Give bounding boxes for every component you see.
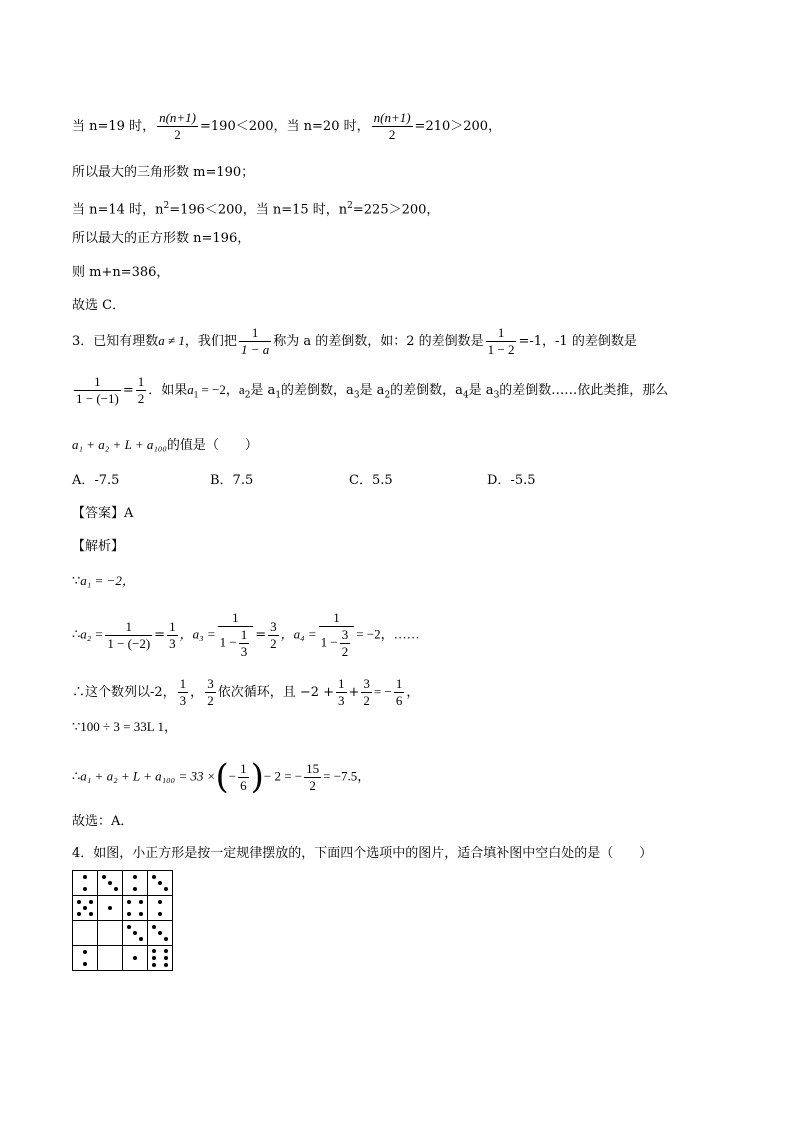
denominator: 2 — [137, 391, 145, 406]
numerator: 1 — [239, 325, 271, 342]
text: 当 n=14 时，n — [72, 202, 164, 218]
fraction — [238, 761, 249, 794]
line-3 — [72, 197, 439, 219]
denominator — [319, 627, 355, 660]
grid-cell — [123, 946, 148, 971]
subscript: 1 — [193, 389, 199, 400]
math: a₂ = — [80, 626, 104, 642]
dot — [158, 912, 162, 916]
text: =225＞200， — [352, 202, 440, 218]
text: 是 a — [250, 383, 276, 398]
dot — [127, 900, 131, 904]
denominator: 2 — [207, 693, 214, 708]
fraction — [336, 676, 347, 709]
denominator: 2 — [174, 127, 181, 142]
denominator: 1 − (−1) — [76, 391, 119, 406]
therefore-symbol: ∴ — [72, 769, 81, 785]
grid-cell — [148, 946, 173, 971]
option-d: D．-5.5 — [487, 473, 536, 488]
denominator: 2 — [388, 127, 396, 142]
fraction — [178, 676, 189, 709]
text: 称为 a 的差倒数，如：2 的差倒数是 — [273, 334, 484, 349]
numerator: 1 — [395, 676, 403, 691]
grid-cell — [148, 871, 173, 896]
fraction — [157, 110, 198, 143]
dot — [158, 931, 162, 935]
grid-cell — [73, 946, 98, 971]
dot — [102, 875, 106, 879]
dot — [89, 912, 93, 916]
dot — [77, 900, 81, 904]
text: 的差倒数，a — [390, 383, 463, 398]
superscript: 2 — [347, 201, 353, 211]
dot — [133, 931, 137, 935]
numerator: 15 — [306, 760, 320, 776]
dot — [152, 925, 156, 929]
grid-cell — [73, 921, 98, 946]
fraction — [394, 676, 405, 709]
line-1 — [72, 110, 501, 143]
numerator: 1 — [169, 618, 176, 634]
text: = — [122, 383, 134, 398]
dot — [164, 887, 168, 891]
numerator: 1 — [105, 619, 152, 636]
dot-grid-figure — [72, 870, 173, 971]
denominator: 2 — [309, 777, 316, 793]
numerator: 1 — [338, 676, 345, 691]
denominator: 6 — [395, 693, 403, 708]
text: =190＜200，当 n=20 时， — [200, 119, 370, 134]
text: ，我们把 — [184, 334, 237, 349]
text: ．如果 — [148, 383, 188, 398]
step-4 — [72, 718, 177, 737]
numerator: 1 — [240, 760, 247, 776]
text: =210＞200， — [414, 119, 502, 134]
dot — [158, 900, 162, 904]
text: 1 − — [320, 634, 338, 650]
text: 的差倒数，a — [281, 383, 354, 398]
numerator: 3 — [270, 618, 277, 634]
therefore-symbol: ∴ — [72, 627, 81, 643]
numerator: n(n+1) — [373, 110, 411, 125]
text: 依次循环，且 −2 + — [217, 685, 335, 700]
fraction — [239, 325, 271, 358]
q4-text: 4．如图，小正方形是按一定规律摆放的，下面四个选项中的图片，适合填补图中空白处的是（ ） — [72, 846, 653, 861]
dot — [133, 875, 137, 879]
text: 3．已知有理数 — [72, 334, 159, 349]
fraction — [340, 627, 351, 660]
text: = −7.5， — [323, 768, 371, 784]
fraction — [167, 619, 178, 652]
numerator: 1 — [240, 627, 248, 642]
step-3 — [72, 676, 419, 709]
fraction — [319, 610, 355, 660]
q3-line-2 — [72, 374, 668, 407]
dot — [77, 912, 81, 916]
line-4: 所以最大的正方形数 n=196， — [72, 231, 251, 246]
dot — [114, 887, 118, 891]
fraction — [218, 610, 254, 660]
dot — [158, 881, 162, 885]
numerator: 1 — [218, 610, 254, 627]
dot — [152, 875, 156, 879]
dot — [152, 956, 156, 960]
dot — [164, 963, 168, 967]
dot — [108, 881, 112, 885]
math: a ≠ 1 — [158, 333, 185, 348]
select-line: 故选：A． — [72, 814, 134, 829]
subscript: 3 — [353, 390, 360, 401]
grid-cell — [123, 871, 148, 896]
grid-cell — [73, 871, 98, 896]
subscript: 4 — [462, 390, 469, 401]
superscript: 2 — [163, 201, 170, 211]
denominator: 2 — [270, 635, 277, 651]
grid-cell — [148, 896, 173, 921]
fraction — [74, 374, 121, 407]
grid-cell — [98, 896, 123, 921]
denominator: 3 — [240, 644, 248, 659]
text: ， — [190, 685, 204, 700]
text: 当 n=19 时， — [72, 119, 156, 134]
denominator: 1 − a — [240, 342, 270, 357]
step-1 — [72, 572, 135, 591]
denominator: 1 − (−2) — [107, 635, 151, 651]
dot — [133, 887, 137, 891]
fraction — [205, 676, 216, 709]
grid-cell — [98, 921, 123, 946]
dot — [139, 900, 143, 904]
math: ，a₃ = — [179, 626, 216, 642]
fraction — [136, 374, 147, 407]
text: =196＜200，当 n=15 时，n — [169, 202, 348, 218]
dot — [133, 956, 137, 960]
dot — [139, 912, 143, 916]
denominator: 2 — [363, 693, 370, 708]
fraction — [486, 325, 517, 358]
denominator: 3 — [338, 693, 345, 708]
dot — [127, 912, 131, 916]
text: = — [255, 627, 267, 643]
answer: 【答案】A — [72, 506, 134, 521]
numerator: 1 — [179, 676, 187, 691]
text: ∴这个数列以-2， — [72, 685, 176, 700]
option-c: C．5.5 — [349, 473, 393, 488]
q3-line-3 — [72, 436, 258, 455]
denominator: 3 — [179, 693, 187, 708]
denominator — [218, 627, 254, 660]
dot — [108, 906, 112, 910]
dot — [139, 937, 143, 941]
fraction — [105, 619, 152, 652]
grid-cell — [123, 921, 148, 946]
text: = −2，a — [198, 382, 245, 397]
fraction — [268, 619, 279, 652]
numerator: n(n+1) — [159, 110, 197, 125]
fraction — [372, 110, 413, 143]
text: 的差倒数……依此类推，那么 — [499, 383, 669, 398]
dot — [89, 900, 93, 904]
grid-cell — [98, 946, 123, 971]
subscript: 2 — [244, 390, 251, 401]
numerator: 1 — [137, 374, 145, 389]
right-paren: ) — [250, 757, 264, 797]
because-symbol: ∵ — [72, 720, 81, 735]
line-6: 故选 C． — [72, 298, 126, 313]
math: ，a₄ = — [280, 626, 317, 642]
subscript: 1 — [275, 390, 282, 401]
numerator: 1 — [74, 374, 121, 391]
numerator: 3 — [207, 676, 214, 691]
dot — [83, 950, 87, 954]
q3-line-1 — [72, 325, 637, 358]
fraction — [361, 676, 372, 709]
numerator: 3 — [363, 676, 370, 691]
step-2 — [72, 610, 420, 660]
dot — [164, 937, 168, 941]
math: 100 ÷ 3 = 33L 1， — [80, 719, 177, 734]
math: a₁ + a₂ + L + a₁₀₀ = 33 × — [80, 768, 216, 784]
fraction — [239, 627, 250, 660]
text: 的值是（ ） — [166, 438, 258, 453]
text: 是 a — [359, 383, 385, 398]
text: 1 − — [219, 634, 237, 650]
because-symbol: ∵ — [72, 574, 81, 589]
line-5: 则 m+n=386， — [72, 265, 170, 280]
text: ， — [406, 685, 420, 700]
text: = — [154, 627, 166, 643]
fraction — [304, 761, 321, 794]
text: 是 a — [468, 383, 494, 398]
denominator: 3 — [169, 635, 176, 651]
dot — [83, 906, 87, 910]
dot — [83, 875, 87, 879]
dot — [83, 962, 87, 966]
left-paren: ( — [215, 757, 229, 797]
dot — [152, 949, 156, 953]
grid-cell — [73, 896, 98, 921]
dot — [127, 925, 131, 929]
math: a — [187, 382, 194, 397]
text: = − — [373, 684, 392, 699]
option-b: B．7.5 — [210, 473, 254, 488]
dot — [164, 956, 168, 960]
grid-cell — [98, 871, 123, 896]
numerator: 1 — [319, 610, 355, 627]
step-5 — [72, 757, 371, 797]
subscript: 2 — [384, 390, 391, 401]
dot — [164, 949, 168, 953]
denominator: 6 — [240, 777, 247, 793]
analysis-heading: 【解析】 — [72, 539, 125, 554]
numerator: 3 — [341, 627, 349, 642]
denominator: 2 — [341, 644, 349, 659]
line-2: 所以最大的三角形数 m=190； — [72, 165, 255, 180]
text: =-1，-1 的差倒数是 — [518, 334, 637, 349]
denominator: 1 − 2 — [487, 342, 515, 357]
text: − 2 = − — [263, 768, 303, 784]
text: = −2，…… — [356, 626, 420, 642]
dot — [152, 963, 156, 967]
grid-cell — [148, 921, 173, 946]
math: a₁ = −2， — [80, 573, 135, 588]
option-a: A．-7.5 — [72, 473, 120, 488]
dot — [83, 887, 87, 891]
text: + — [348, 685, 360, 700]
grid-cell — [123, 896, 148, 921]
math: a₁ + a₂ + L + a₁₀₀ — [72, 437, 167, 452]
subscript: 3 — [493, 390, 500, 401]
text: − — [228, 768, 237, 784]
numerator: 1 — [486, 325, 517, 342]
